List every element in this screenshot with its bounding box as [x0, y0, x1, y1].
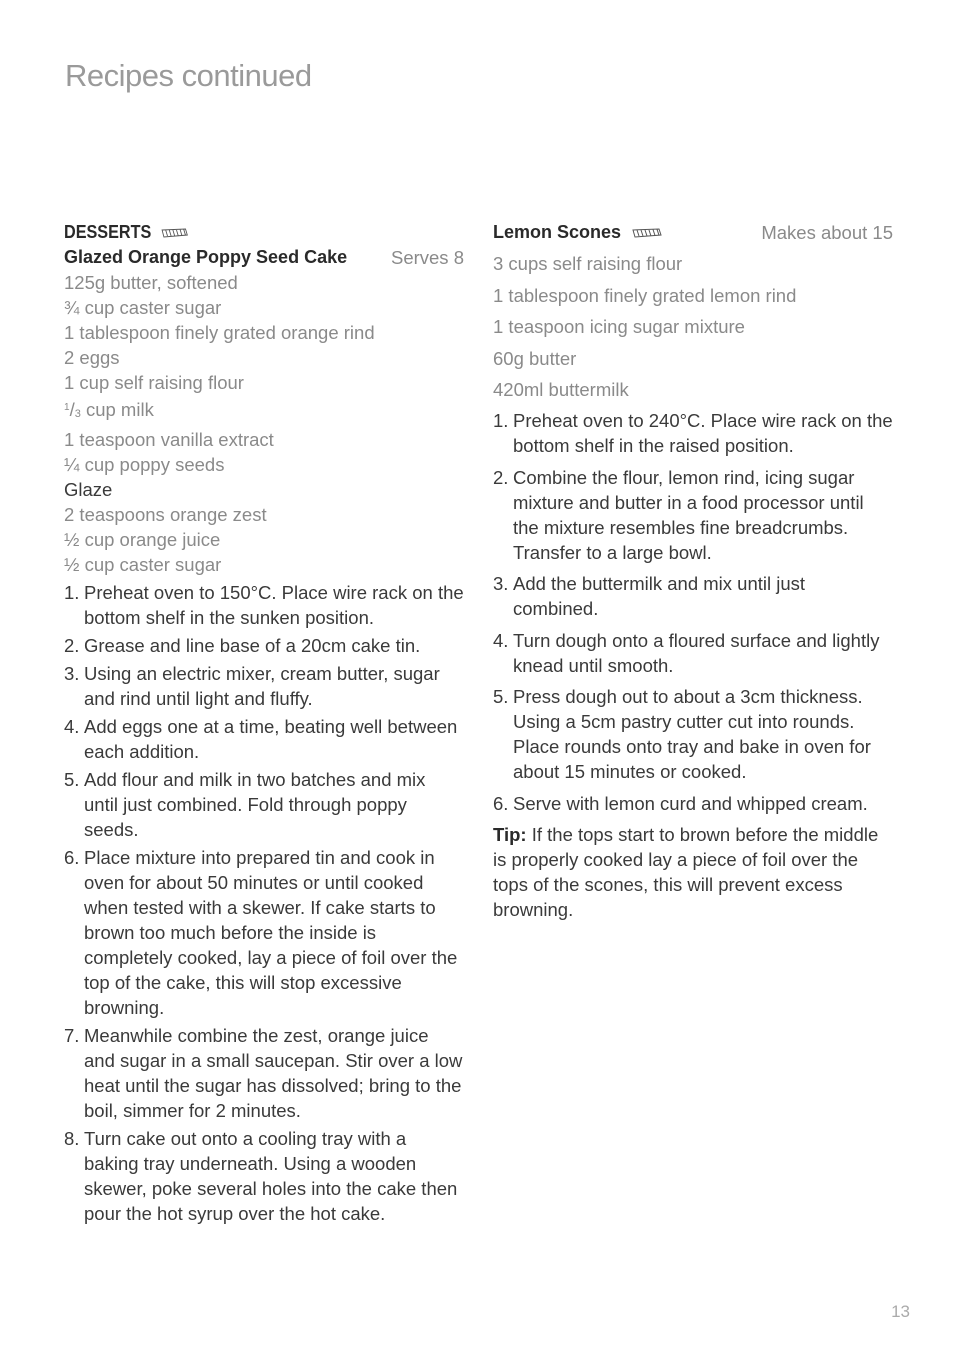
method-step	[64, 580, 464, 630]
ingredient: ¾ cup caster sugar	[64, 297, 222, 318]
page-title: Recipes continued	[65, 58, 312, 93]
ingredient: 1 cup self raising flour	[64, 372, 244, 393]
step-text: Serve with lemon curd and whipped cream.	[513, 792, 868, 814]
ingredient: ½ cup orange juice	[64, 529, 221, 550]
method-step	[64, 1126, 464, 1226]
step-number: 5.	[493, 686, 509, 707]
tip-text: If the tops start to brown before the middle is properly cooked lay a piece of foil over the tops of the scones, this will prevent excess browning.	[493, 824, 879, 920]
ingredient: 420ml buttermilk	[493, 379, 629, 400]
method-step	[64, 1023, 464, 1123]
recipe-header-scones	[493, 220, 893, 245]
serves-label: Serves 8	[390, 247, 464, 268]
method-step	[493, 684, 893, 784]
step-number: 4.	[493, 629, 509, 651]
dish-icon	[631, 226, 663, 240]
step-text: Turn cake out onto a cooling tray with a baking tray underneath. Using a wooden skewer, poke several holes into the cake then pour the hot syrup over the hot cake.	[84, 1128, 458, 1224]
method-step	[493, 408, 893, 458]
ingredient: 125g butter, softened	[64, 272, 238, 293]
right-column	[493, 220, 893, 922]
fraction-denominator: 3	[74, 408, 81, 420]
method-step	[64, 661, 464, 711]
ingredient: 2 teaspoons orange zest	[64, 504, 267, 525]
recipe-title: Lemon Scones	[493, 222, 622, 242]
step-text: Turn dough onto a floured surface and lightly knead until smooth.	[513, 629, 880, 676]
method-step	[493, 628, 893, 678]
tip-note	[493, 822, 893, 922]
step-text: Meanwhile combine the zest, orange juice and sugar in a small saucepan. Stir over a low heat until the sugar has dissolved; bring to the boil, simmer for 2 minutes.	[84, 1025, 463, 1121]
step-number: 6.	[493, 792, 509, 814]
step-number: 1.	[493, 410, 509, 431]
step-number: 3.	[64, 663, 80, 684]
recipe-title: Glazed Orange Poppy Seed Cake	[64, 247, 348, 267]
step-text: Place mixture into prepared tin and cook in oven for about 50 minutes or until cooked when tested with a skewer. If cake starts to brown too much before the inside is completely cooked, lay a piece of foil over the top of the cake, this will stop excessive browning.	[84, 847, 458, 1018]
makes-label: Makes about 15	[761, 222, 893, 243]
ingredient: 1 tablespoon finely grated orange rind	[64, 322, 375, 343]
ingredient: 1 teaspoon icing sugar mixture	[493, 316, 745, 337]
step-number: 1.	[64, 582, 80, 603]
dish-icon	[160, 226, 189, 240]
step-text: Press dough out to about a 3cm thickness. Using a 5cm pastry cutter cut into rounds. Place rounds onto tray and bake in oven for about 15 minutes or cooked.	[513, 686, 871, 782]
page-number: 13	[891, 1302, 910, 1321]
ingredient: ¼ cup poppy seeds	[64, 454, 225, 475]
method-list	[493, 408, 893, 816]
step-number: 2.	[64, 635, 80, 656]
step-text: Combine the flour, lemon rind, icing sugar mixture and butter in a food processor until the mixture resembles fine breadcrumbs. Transfer to a large bowl.	[513, 466, 864, 563]
step-text: Preheat oven to 240°C. Place wire rack on the bottom shelf in the raised position.	[513, 410, 893, 456]
glaze-heading: Glaze	[64, 479, 113, 500]
step-number: 2.	[493, 466, 509, 488]
method-step	[493, 791, 893, 816]
ingredient-milk: $^1/_3$ cup milk	[64, 399, 154, 420]
ingredient: 1 tablespoon finely grated lemon rind	[493, 284, 797, 306]
section-heading-label: DESSERTS	[64, 222, 152, 242]
method-step	[493, 465, 893, 565]
method-step	[64, 767, 464, 842]
step-number: 6.	[64, 847, 80, 868]
step-text: Add the buttermilk and mix until just combined.	[513, 573, 806, 619]
ingredient-list	[64, 270, 464, 577]
ingredient-text: cup milk	[85, 399, 154, 420]
ingredient-list	[493, 251, 893, 402]
method-step	[64, 633, 464, 658]
method-list	[64, 580, 464, 1226]
step-number: 8.	[64, 1128, 80, 1149]
method-step	[64, 714, 464, 764]
step-text: Preheat oven to 150°C. Place wire rack on the bottom shelf in the sunken position.	[84, 582, 464, 628]
section-heading	[64, 220, 424, 245]
recipe-header-cake	[64, 245, 464, 270]
step-number: 3.	[493, 573, 509, 594]
step-number: 7.	[64, 1025, 80, 1046]
step-number: 4.	[64, 716, 80, 737]
method-step	[64, 845, 464, 1020]
ingredient: ½ cup caster sugar	[64, 554, 222, 575]
ingredient: 60g butter	[493, 347, 577, 369]
fraction-numerator: 1	[64, 402, 70, 413]
step-number: 5.	[64, 769, 80, 790]
step-text: Using an electric mixer, cream butter, sugar and rind until light and fluffy.	[84, 663, 440, 709]
recipe-title-wrap	[493, 220, 663, 245]
step-text: Grease and line base of a 20cm cake tin.	[84, 635, 421, 656]
left-column	[64, 220, 464, 1226]
step-text: Add flour and milk in two batches and mix until just combined. Fold through poppy seeds.	[84, 769, 426, 840]
method-step	[493, 571, 893, 621]
ingredient: 2 eggs	[64, 347, 120, 368]
step-text: Add eggs one at a time, beating well between each addition.	[84, 716, 458, 762]
ingredient: 1 teaspoon vanilla extract	[64, 429, 274, 450]
ingredient: 3 cups self raising flour	[493, 253, 683, 274]
tip-label: Tip:	[493, 824, 527, 845]
